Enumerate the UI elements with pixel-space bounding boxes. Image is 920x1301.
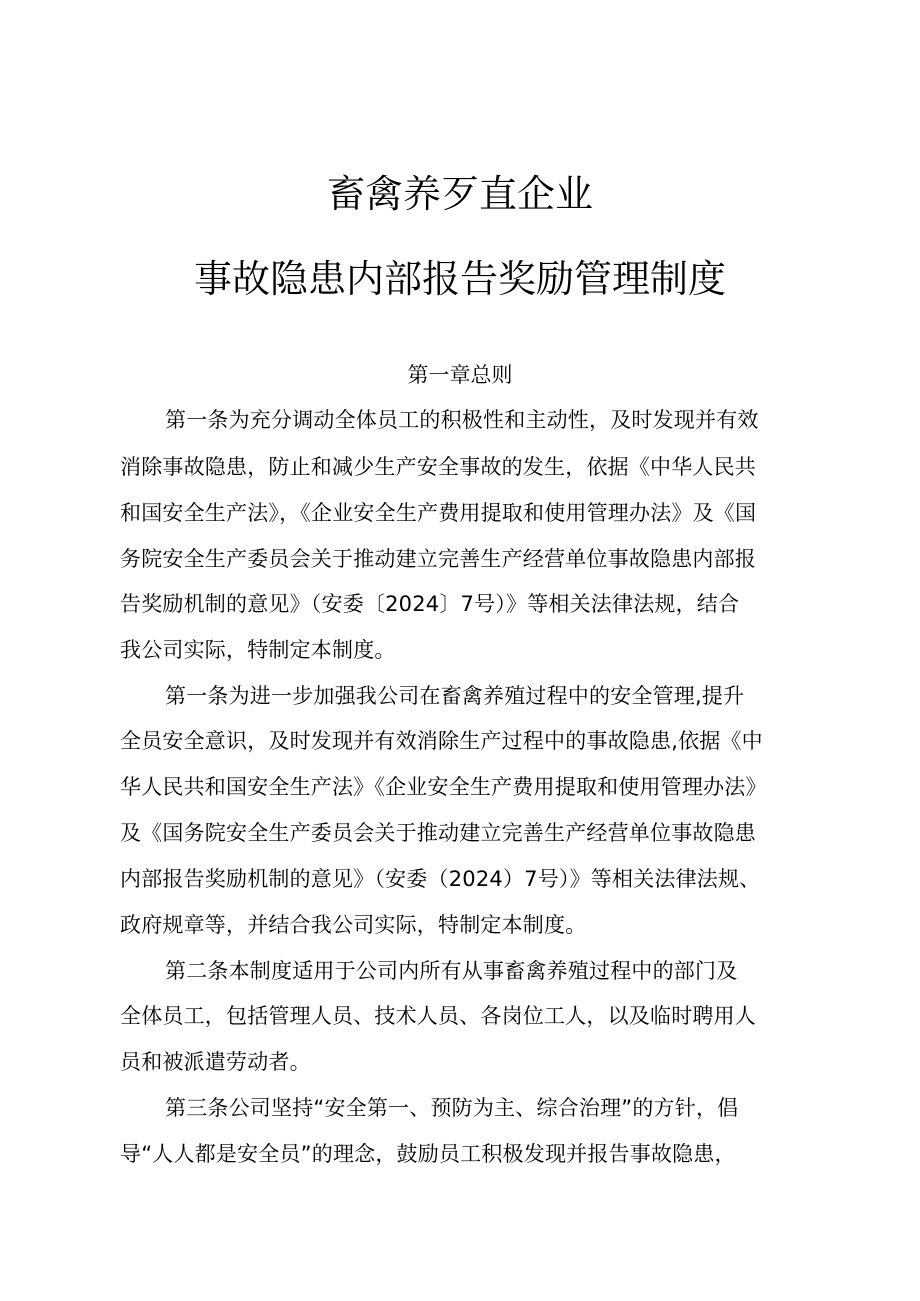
paragraph-2-line-6: 政府规章等，并结合我公司实际，特制定本制度。 <box>120 913 587 937</box>
document-title-line-2: 事故隐患内部报告奖励管理制度 <box>193 257 726 301</box>
paragraph-3-line-1: 第二条本制度适用于公司内所有从事畜禽养殖过程中的部门及 <box>165 959 738 983</box>
paragraph-4-line-1: 第三条公司坚持“安全第一、预防为主、综合治理”的方针，倡 <box>165 1096 739 1120</box>
paragraph-2-line-3: 华人民共和国安全生产法》《企业安全生产费用提取和使用管理办法》 <box>120 775 767 799</box>
paragraph-1-line-2: 消除事故隐患，防止和减少生产安全事故的发生，依据《中华人民共 <box>120 455 756 479</box>
paragraph-2-line-1: 第一条为进一步加强我公司在畜禽养殖过程中的安全管理,提升 <box>165 684 745 708</box>
paragraph-3-line-3: 员和被派遣劳动者。 <box>120 1050 311 1074</box>
paragraph-1-line-3: 和国安全生产法》，《企业安全生产费用提取和使用管理办法》及《国 <box>120 501 757 525</box>
paragraph-1-line-4: 务院安全生产委员会关于推动建立完善生产经营单位事故隐患内部报 <box>120 547 756 571</box>
paragraph-1-line-5: 告奖励机制的意见》（安委〔2024〕7号）》等相关法律法规，结合 <box>120 592 740 616</box>
paragraph-2-line-4: 及《国务院安全生产委员会关于推动建立完善生产经营单位事故隐患 <box>120 821 756 845</box>
paragraph-2-line-2: 全员安全意识，及时发现并有效消除生产过程中的事故隐患,依据《中 <box>120 729 763 753</box>
paragraph-2-line-5: 内部报告奖励机制的意见》（安委（2024）7号）》等相关法律法规、 <box>120 867 761 891</box>
paragraph-4-line-2: 导“人人都是安全员”的理念，鼓励员工积极发现并报告事故隐患， <box>120 1142 736 1166</box>
document-title-line-1: 畜禽养歹直企业 <box>326 172 593 216</box>
paragraph-1-line-6: 我公司实际，特制定本制度。 <box>120 638 396 662</box>
paragraph-1-line-1: 第一条为充分调动全体员工的积极性和主动性，及时发现并有效 <box>165 408 759 432</box>
paragraph-3-line-2: 全体员工，包括管理人员、技术人员、各岗位工人，以及临时聘用人 <box>120 1004 756 1028</box>
chapter-heading: 第一章总则 <box>407 363 513 387</box>
